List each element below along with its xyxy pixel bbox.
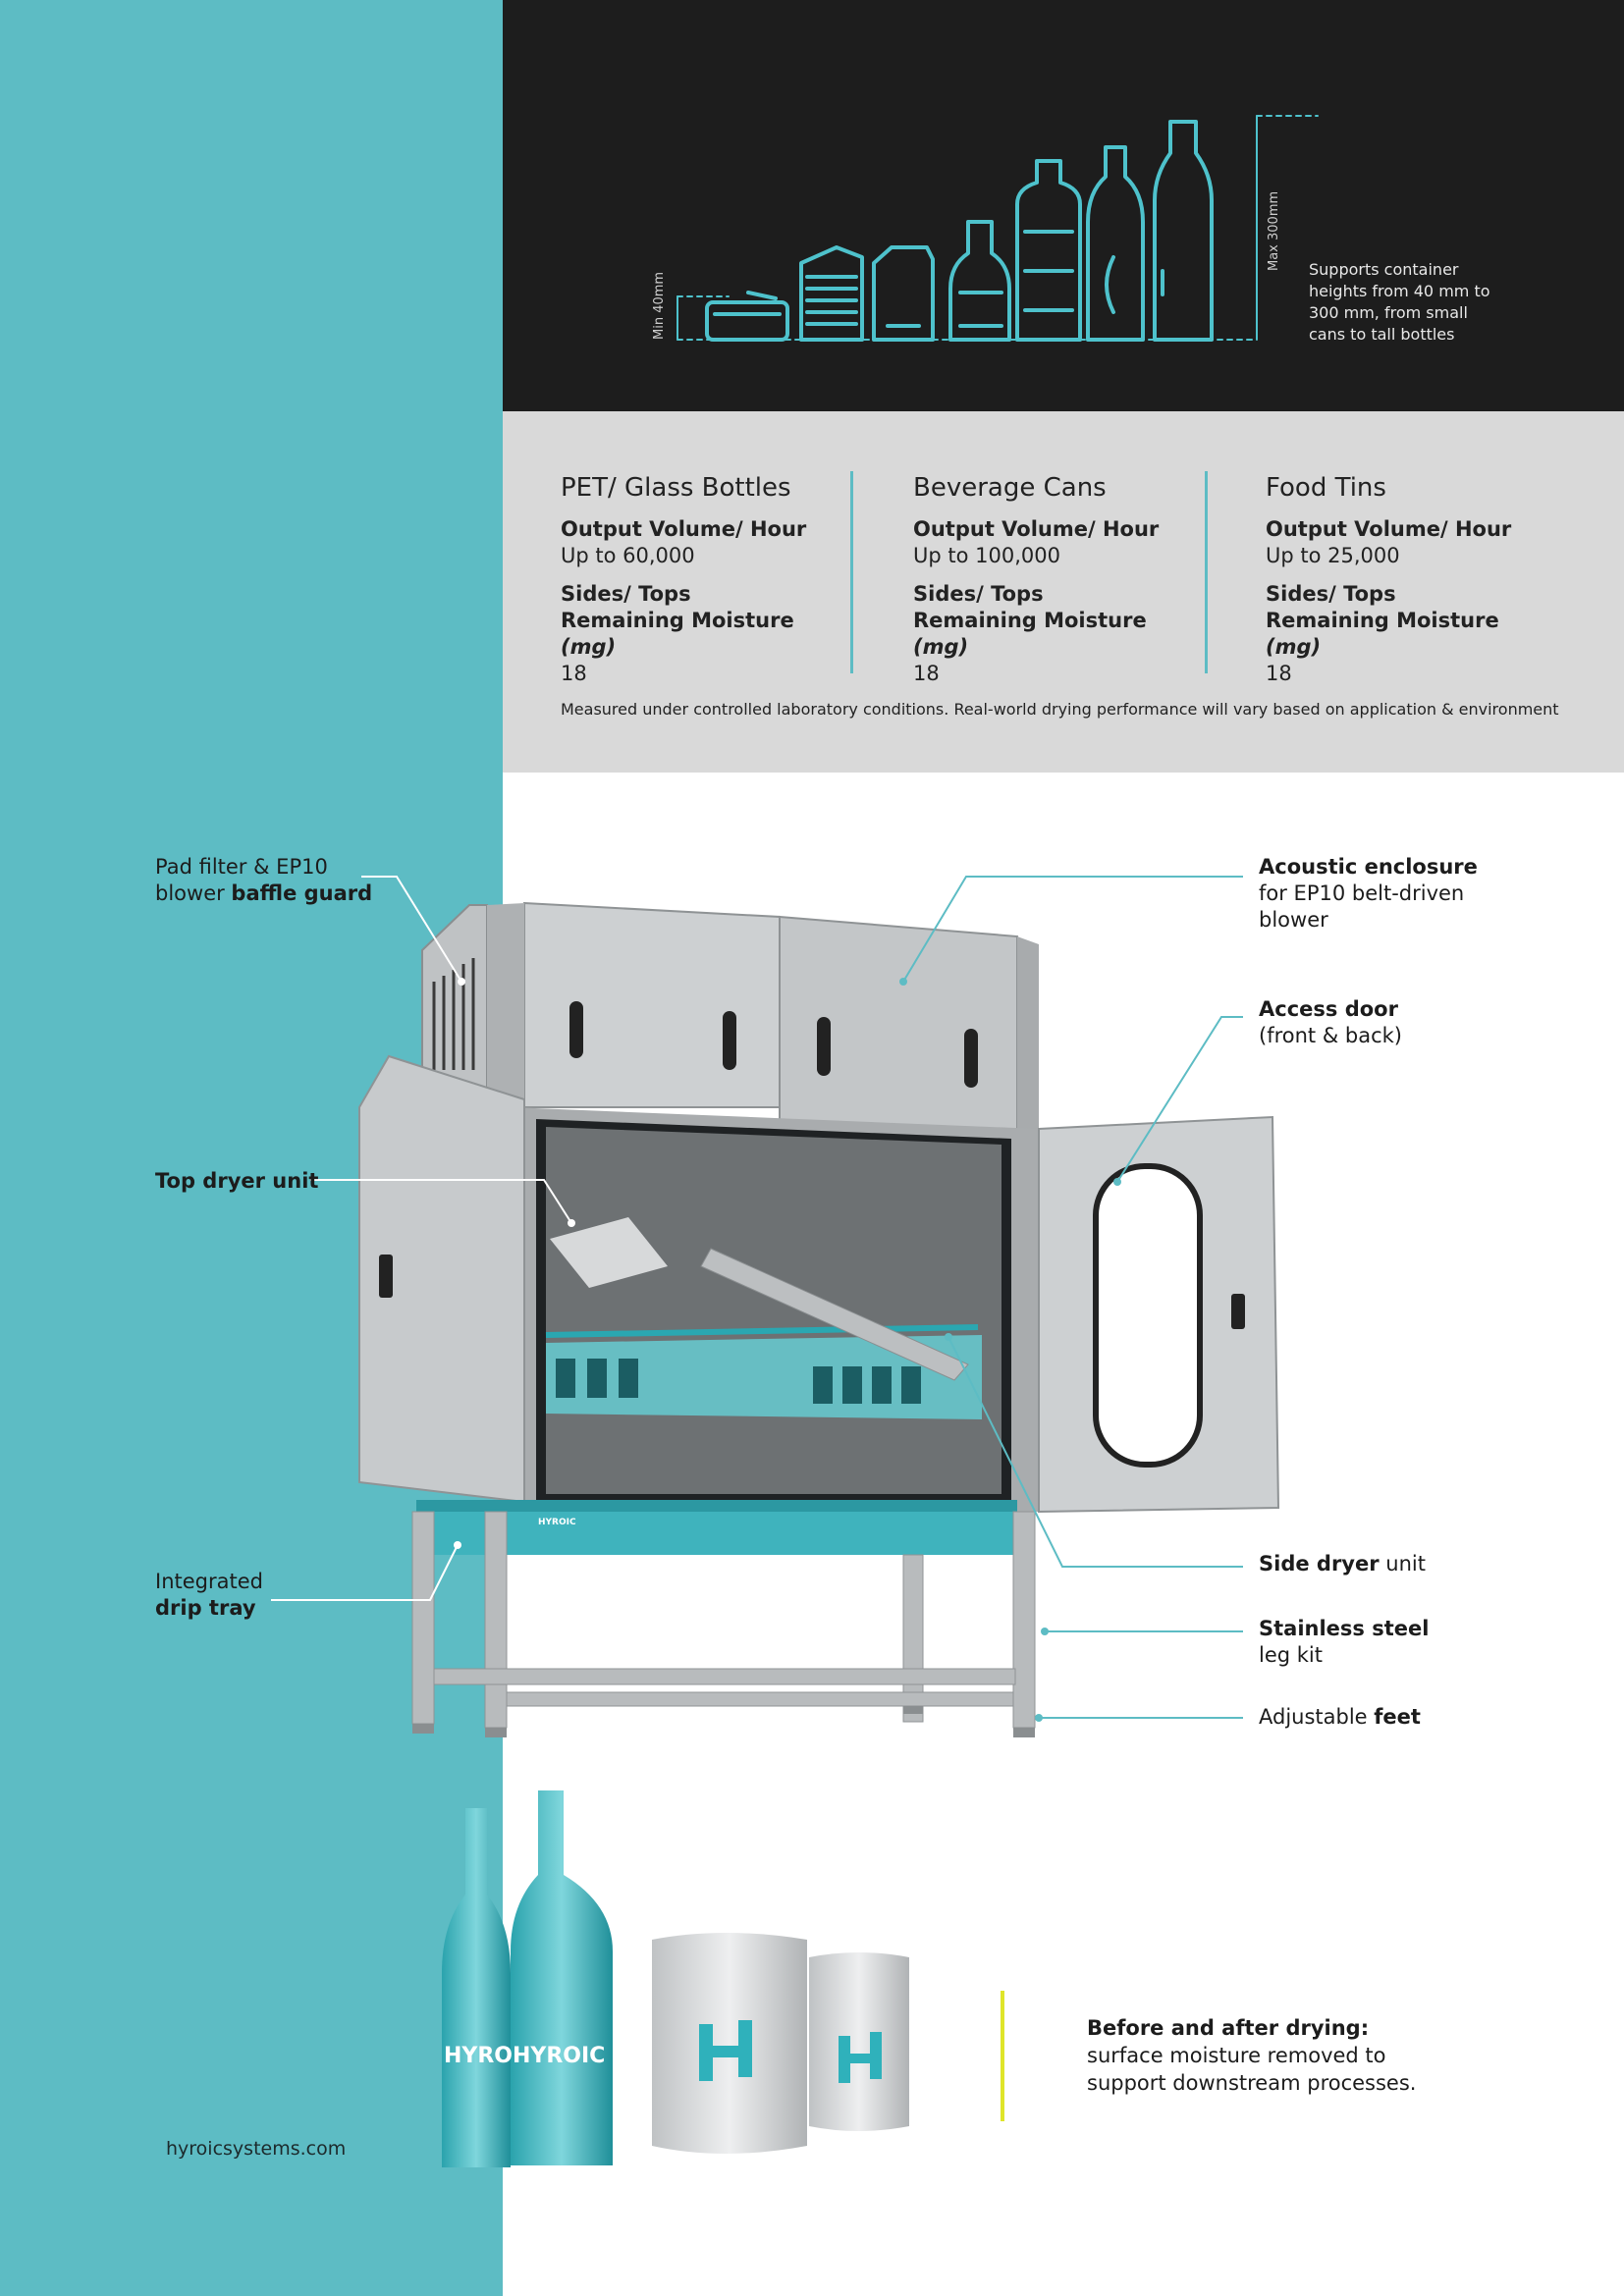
accent-bar <box>1001 1991 1004 2121</box>
website-link[interactable]: hyroicsystems.com <box>166 2138 347 2160</box>
min-height-label: Min 40mm <box>652 271 667 340</box>
moisture-value: 18 <box>913 662 940 685</box>
spec-title: Beverage Cans <box>913 473 1107 503</box>
output-label: Output Volume/ Hour <box>561 517 807 541</box>
teal-bottle-back <box>442 1808 511 2167</box>
range-note: Supports container heights from 40 mm to 300 mm, from small cans to tall bottles <box>1309 260 1490 344</box>
callout-access-door: Access door (front & back) <box>1259 997 1402 1047</box>
machine-badge: HYROIC <box>538 1518 576 1527</box>
output-value: Up to 60,000 <box>561 544 695 567</box>
output-label: Output Volume/ Hour <box>1266 517 1512 541</box>
moisture-label: Remaining Moisture (mg) <box>1266 609 1499 659</box>
callout-pad-filter: Pad filter & EP10 blower baffle guard <box>155 855 373 905</box>
spec-title: Food Tins <box>1266 473 1386 503</box>
callout-acoustic-enclosure: Acoustic enclosure for EP10 belt-driven blower <box>1259 855 1478 932</box>
output-value: Up to 100,000 <box>913 544 1060 567</box>
sides-label: Sides/ Tops <box>913 582 1044 606</box>
output-label: Output Volume/ Hour <box>913 517 1160 541</box>
teal-bottle-front <box>511 1790 613 2165</box>
callout-side-dryer: Side dryer unit <box>1259 1552 1426 1575</box>
sides-label: Sides/ Tops <box>561 582 691 606</box>
callout-adjustable-feet: Adjustable feet <box>1259 1705 1421 1729</box>
bottle-brand-front: HYROIC <box>513 2044 606 2068</box>
before-after-caption: Before and after drying: surface moisture removed to support downstream processes. <box>1087 2016 1417 2095</box>
max-height-label: Max 300mm <box>1267 190 1281 271</box>
output-value: Up to 25,000 <box>1266 544 1400 567</box>
spec-title: PET/ Glass Bottles <box>561 473 791 503</box>
callout-drip-tray: Integrated drip tray <box>155 1570 263 1620</box>
moisture-value: 18 <box>561 662 587 685</box>
spec-footnote: Measured under controlled laboratory conditions. Real-world drying performance will vary based on application & environment <box>561 700 1559 719</box>
moisture-label: Remaining Moisture (mg) <box>561 609 794 659</box>
moisture-value: 18 <box>1266 662 1292 685</box>
moisture-label: Remaining Moisture (mg) <box>913 609 1147 659</box>
callout-leg-kit: Stainless steel leg kit <box>1259 1617 1430 1667</box>
bottle-brand-back: HYROI <box>444 2044 521 2068</box>
sides-label: Sides/ Tops <box>1266 582 1396 606</box>
callout-top-dryer: Top dryer unit <box>155 1169 319 1193</box>
